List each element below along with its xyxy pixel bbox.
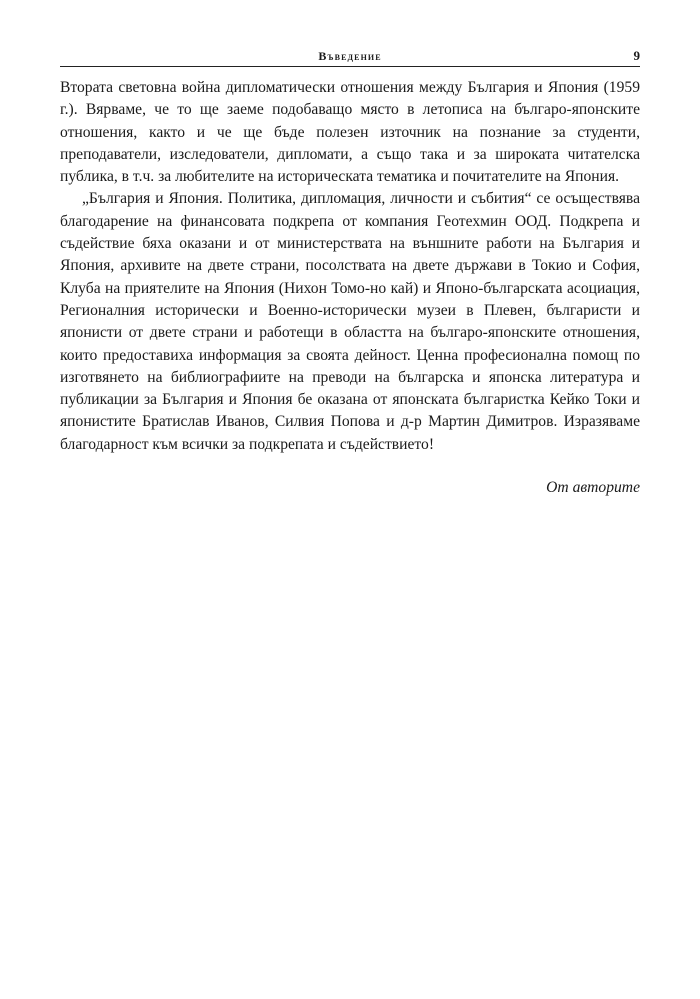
running-header — [60, 46, 640, 67]
book-page — [60, 46, 640, 499]
authors-signature: От авторите — [546, 479, 640, 497]
chapter-title: Въведение — [318, 49, 382, 63]
paragraph-acknowledgements: „България и Япония. Политика, дипломация, личности и събития“ се осъществява благодарение на финансовата подкрепа от компания Геотехмин ООД. Подкрепа и съдействие бяха оказани и от министерствата на външните работи на България и Япония, архивите на двете страни, посолствата на двете държави в Токио и София, Клуба на приятелите на Япония (Нихон Томо-но кай) и Японо-българската асоциация, Регионалния исторически и Военно-исторически музеи в Плевен, българисти и японисти от двете страни и работещи в областта на българо-японските отношения, които предоставиха информация за своята дейност. Ценна професионална помощ по изготвянето на библиографиите на преводи на българска и японска литература и публикации за България и Япония бе оказана от японската българистка Кейко Токи и японистите Братислав Иванов, Силвия Попова и д-р Мартин Димитров. Изразяваме благодарност към всички за подкрепата и съдействието! — [60, 190, 640, 453]
paragraph-continued: Втората световна война дипломатически отношения между България и Япония (1959 г.). Вярваме, че то ще заеме подобаващо място в летописа на българо-японските отношения, както и че ще бъде полезен източник на познание за студенти, преподаватели, изследователи, дипломати, а също така и за широката читателска публика, в т.ч. за любителите на историческата тематика и почитателите на Япония. — [60, 79, 640, 186]
page-number: 9 — [633, 48, 640, 63]
body-text — [60, 77, 640, 456]
